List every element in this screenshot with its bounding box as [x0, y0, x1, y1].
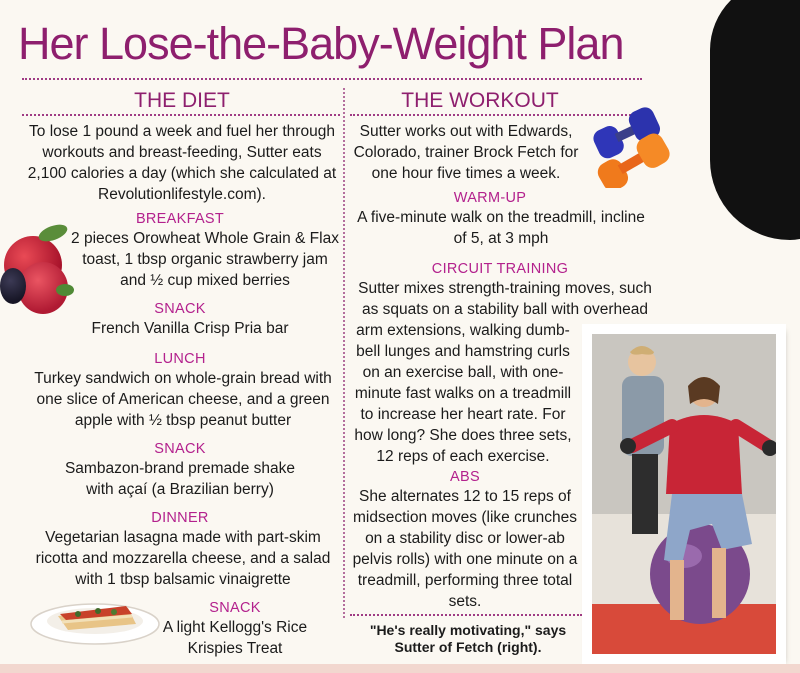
breakfast-label: BREAKFAST — [135, 211, 225, 227]
circuit-text-b: arm extensions, walking dumb-bell lunges and hamstring curls on an exercise ball, with one-minute fast walks on a treadmill to increase her heart rate. For how long? She does three sets, 12 reps of each exercise. — [354, 322, 572, 465]
bottom-strip — [0, 664, 800, 673]
dinner-text: Vegetarian lasagna made with part-skim ricotta and mozzarella cheese, and a salad with 1 tbsp balsamic vinaigrette — [35, 529, 331, 588]
snack1-label: SNACK — [154, 301, 206, 317]
photo-caption-quote: "He's really motivating," says Sutter of Fetch (right). — [369, 622, 567, 655]
lasagna-image — [28, 586, 163, 646]
quote-divider — [350, 614, 582, 616]
diet-heading: THE DIET — [134, 89, 230, 112]
workout-heading: THE WORKOUT — [401, 89, 559, 112]
snack2-text: Sambazon-brand premade shake with açaí (a Brazilian berry) — [64, 460, 296, 498]
page-title: Her Lose-the-Baby-Weight Plan — [18, 18, 624, 69]
diet-intro: To lose 1 pound a week and fuel her through workouts and breast-feeding, Sutter eats 2,100 calories a day (which she calculated at Revolutionlifestyle.com). — [27, 123, 337, 203]
dinner-label: DINNER — [151, 510, 209, 526]
abs-text: She alternates 12 to 15 reps of midsection moves (like crunches on a stability disc or lower-ab pelvis rolls) with one minute on a treadmill, performing three total sets. — [352, 488, 578, 610]
warmup-label: WARM-UP — [453, 190, 527, 206]
snack3-label: SNACK — [209, 600, 261, 616]
lunch-label: LUNCH — [154, 351, 206, 367]
snack1-text: French Vanilla Crisp Pria bar — [91, 320, 289, 337]
snack2-label: SNACK — [154, 441, 206, 457]
workout-intro: Sutter works out with Edwards, Colorado, trainer Brock Fetch for one hour five times a week. — [353, 123, 579, 182]
workout-photo — [586, 328, 782, 660]
circuit-text-a: Sutter mixes strength-training moves, such as squats on a stability ball with overhead — [358, 280, 652, 318]
column-divider — [343, 88, 345, 618]
circuit-label: CIRCUIT TRAINING — [431, 261, 569, 277]
warmup-text: A five-minute walk on the treadmill, incline of 5, at 3 mph — [357, 209, 645, 247]
snack3-text: A light Kellogg's Rice Krispies Treat — [162, 619, 308, 657]
lunch-text: Turkey sandwich on whole-grain bread with one slice of American cheese, and a green apple with ½ tbsp peanut butter — [34, 370, 332, 429]
breakfast-text: 2 pieces Orowheat Whole Grain & Flax toast, 1 tbsp organic strawberry jam and ½ cup mixed berries — [71, 230, 339, 289]
title-divider — [22, 78, 642, 80]
dumbbells-image — [580, 96, 690, 188]
diet-heading-divider — [22, 114, 340, 116]
dark-clothing-shape — [710, 0, 800, 240]
abs-label: ABS — [450, 469, 480, 485]
